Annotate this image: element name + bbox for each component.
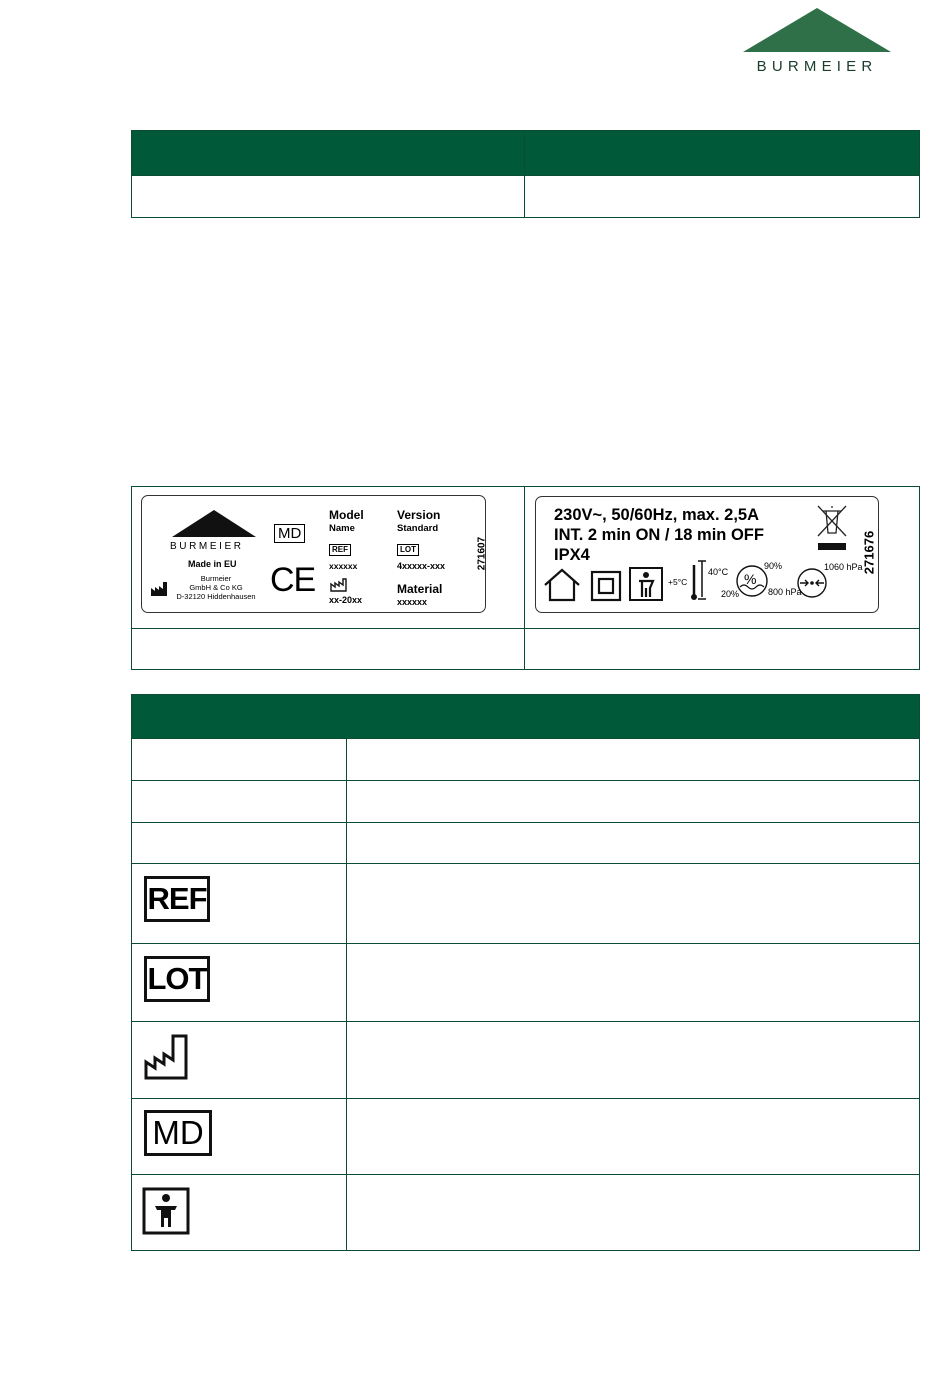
temp-high-label: 40°C [708,567,729,577]
top-table-cell [525,176,920,218]
caption-cell [132,629,525,670]
caption-cell [525,629,920,670]
humidity-high-label: 90% [764,561,783,571]
label-logo-roof-icon [170,509,258,539]
date-of-manufacture-icon [330,578,348,592]
top-table-header-cell [132,131,525,176]
product-label-right [535,496,879,613]
top-table-header-cell [525,131,920,176]
pressure-high-label: 1060 hPa [824,562,863,572]
model-value: Name [329,523,355,534]
ce-mark: CE [270,561,316,599]
label-md-symbol: MD [274,524,305,543]
symbols-table-cell [347,739,920,781]
manufacturer-icon [150,581,168,597]
ip-rating: IPX4 [554,546,590,564]
date-of-manufacture-symbol-icon [144,1034,190,1080]
lot-symbol-small: LOT [397,544,419,556]
md-description-cell [347,1099,920,1175]
temp-low-label: +5°C [668,577,688,587]
lot-value: 4xxxxx-xxx [397,561,446,571]
symbols-table-cell [347,781,920,823]
product-label-left [141,495,486,613]
material-value: xxxxxx [397,597,428,607]
temperature-limit-icon [684,557,724,607]
material-label: Material [397,582,443,596]
ref-symbol-small: REF [329,544,351,556]
label-brand-text: BURMEIER [170,541,244,552]
left-part-number: 271607 [476,536,488,571]
symbols-table-cell [132,739,347,781]
symbols-table-cell [132,823,347,864]
version-value: Standard [397,523,439,534]
humidity-percent-sign: % [744,571,757,587]
type-b-applied-part-symbol-icon [142,1187,190,1235]
top-table [131,130,920,218]
manufacturer-address: Burmeier GmbH & Co KG D-32120 Hiddenhausen [176,574,256,601]
type-b-applied-part-icon [628,566,664,602]
applied-part-description-cell [347,1175,920,1251]
symbols-table-header [132,695,920,739]
symbols-table-cell [347,823,920,864]
symbols-table-cell [132,781,347,823]
symbols-table [131,694,920,1251]
logo-roof-icon [740,6,894,56]
indoor-use-icon [542,567,582,603]
lot-symbol: LOT [144,956,210,1002]
date-value: xx-20xx [329,595,363,605]
class-ii-icon [590,570,622,602]
version-label: Version [397,508,441,522]
top-table-cell [132,176,525,218]
right-part-number: 271676 [861,530,877,575]
ref-description-cell [347,864,920,944]
md-symbol: MD [144,1110,212,1156]
humidity-low-label: 20% [721,589,740,599]
electrical-rating: 230V~, 50/60Hz, max. 2,5A [554,506,760,524]
ref-symbol: REF [144,876,210,922]
ref-value: xxxxxx [329,561,358,571]
pressure-low-label: 800 hPa [768,587,802,597]
lot-description-cell [347,944,920,1022]
operating-interval: INT. 2 min ON / 18 min OFF [554,526,764,544]
date-description-cell [347,1022,920,1099]
burmeier-logo [740,6,894,76]
label-made-in: Made in EU [188,559,237,569]
model-label: Model [329,508,364,522]
logo-brand-text: BURMEIER [756,58,878,75]
weee-bin-icon [814,503,850,553]
